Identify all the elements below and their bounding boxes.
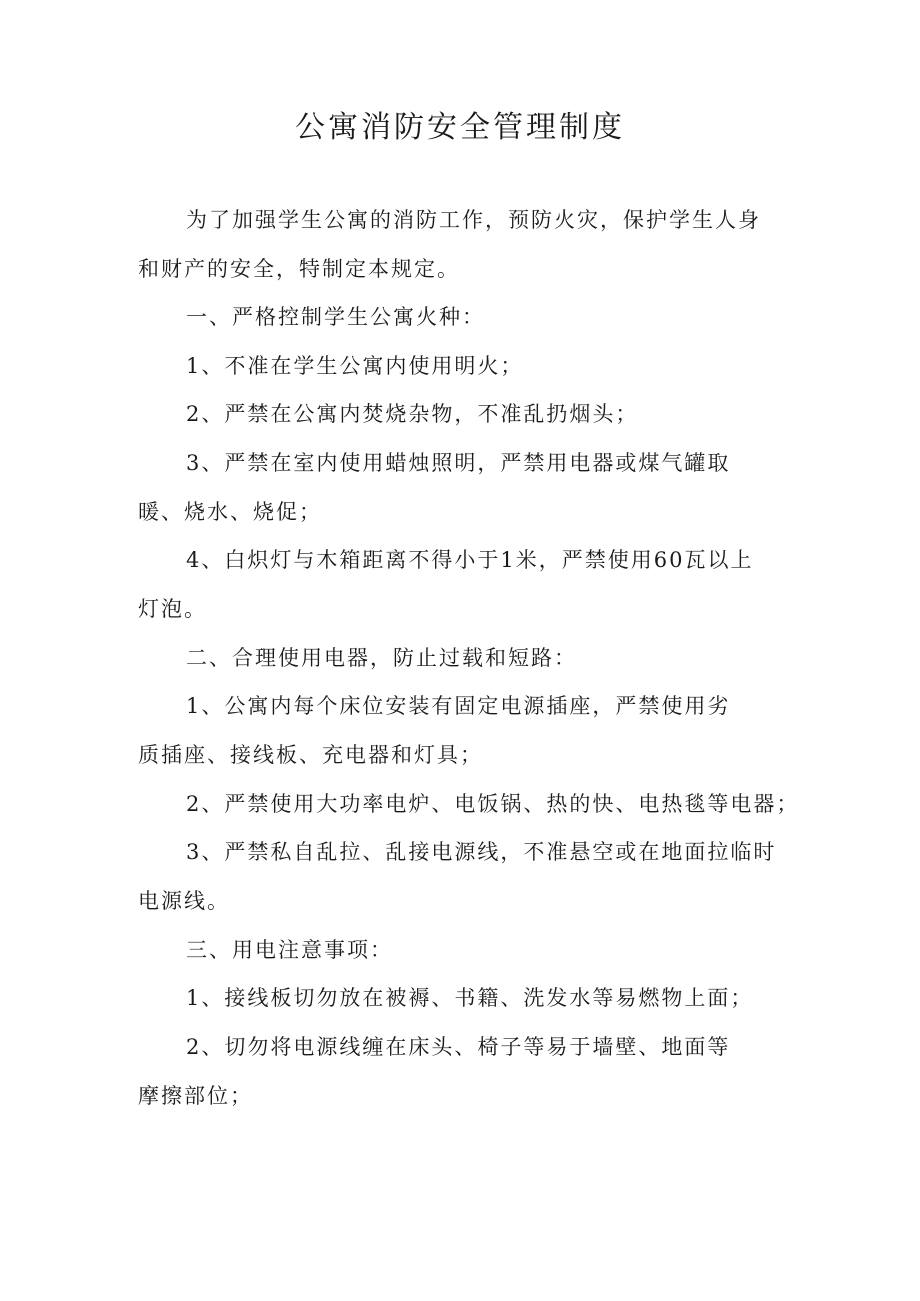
section-heading-3: 三、用电注意事项： xyxy=(186,938,393,962)
rule-2-3-line-1: 3、严禁私自乱拉、乱接电源线，不准悬空或在地面拉临时 xyxy=(186,840,777,864)
rule-2-1-line-2: 质插座、接线板、充电器和灯具； xyxy=(138,743,483,767)
rule-1-2: 2、严禁在公寓内焚烧杂物，不准乱扔烟头； xyxy=(186,402,639,426)
rule-2-3-line-2: 电源线。 xyxy=(138,889,230,913)
rule-3-2-line-1: 2、切勿将电源线缠在床头、椅子等易于墙壁、地面等 xyxy=(186,1035,731,1059)
section-heading-2: 二、合理使用电器，防止过载和短路： xyxy=(186,646,577,670)
paragraph-intro-line-2: 和财产的安全，特制定本规定。 xyxy=(138,257,460,281)
section-heading-1: 一、严格控制学生公寓火种： xyxy=(186,305,485,329)
rule-1-1: 1、不准在学生公寓内使用明火； xyxy=(186,354,524,378)
paragraph-intro-line-1: 为了加强学生公寓的消防工作，预防火灾，保护学生人身 xyxy=(186,208,761,232)
rule-3-1: 1、接线板切勿放在被褥、书籍、洗发水等易燃物上面； xyxy=(186,986,754,1010)
rule-1-4-line-1: 4、白炽灯与木箱距离不得小于1米，严禁使用60瓦以上 xyxy=(186,548,754,572)
rule-2-1-line-1: 1、公寓内每个床位安装有固定电源插座，严禁使用劣 xyxy=(186,694,731,718)
rule-1-3-line-2: 暖、烧水、烧促； xyxy=(138,500,322,524)
rule-1-3-line-1: 3、严禁在室内使用蜡烛照明，严禁用电器或煤气罐取 xyxy=(186,451,731,475)
document-title: 公寓消防安全管理制度 xyxy=(295,110,625,145)
rule-1-4-line-2: 灯泡。 xyxy=(138,597,207,621)
rule-2-2: 2、严禁使用大功率电炉、电饭锅、热的快、电热毯等电器； xyxy=(186,792,800,816)
rule-3-2-line-2: 摩擦部位； xyxy=(138,1084,253,1108)
